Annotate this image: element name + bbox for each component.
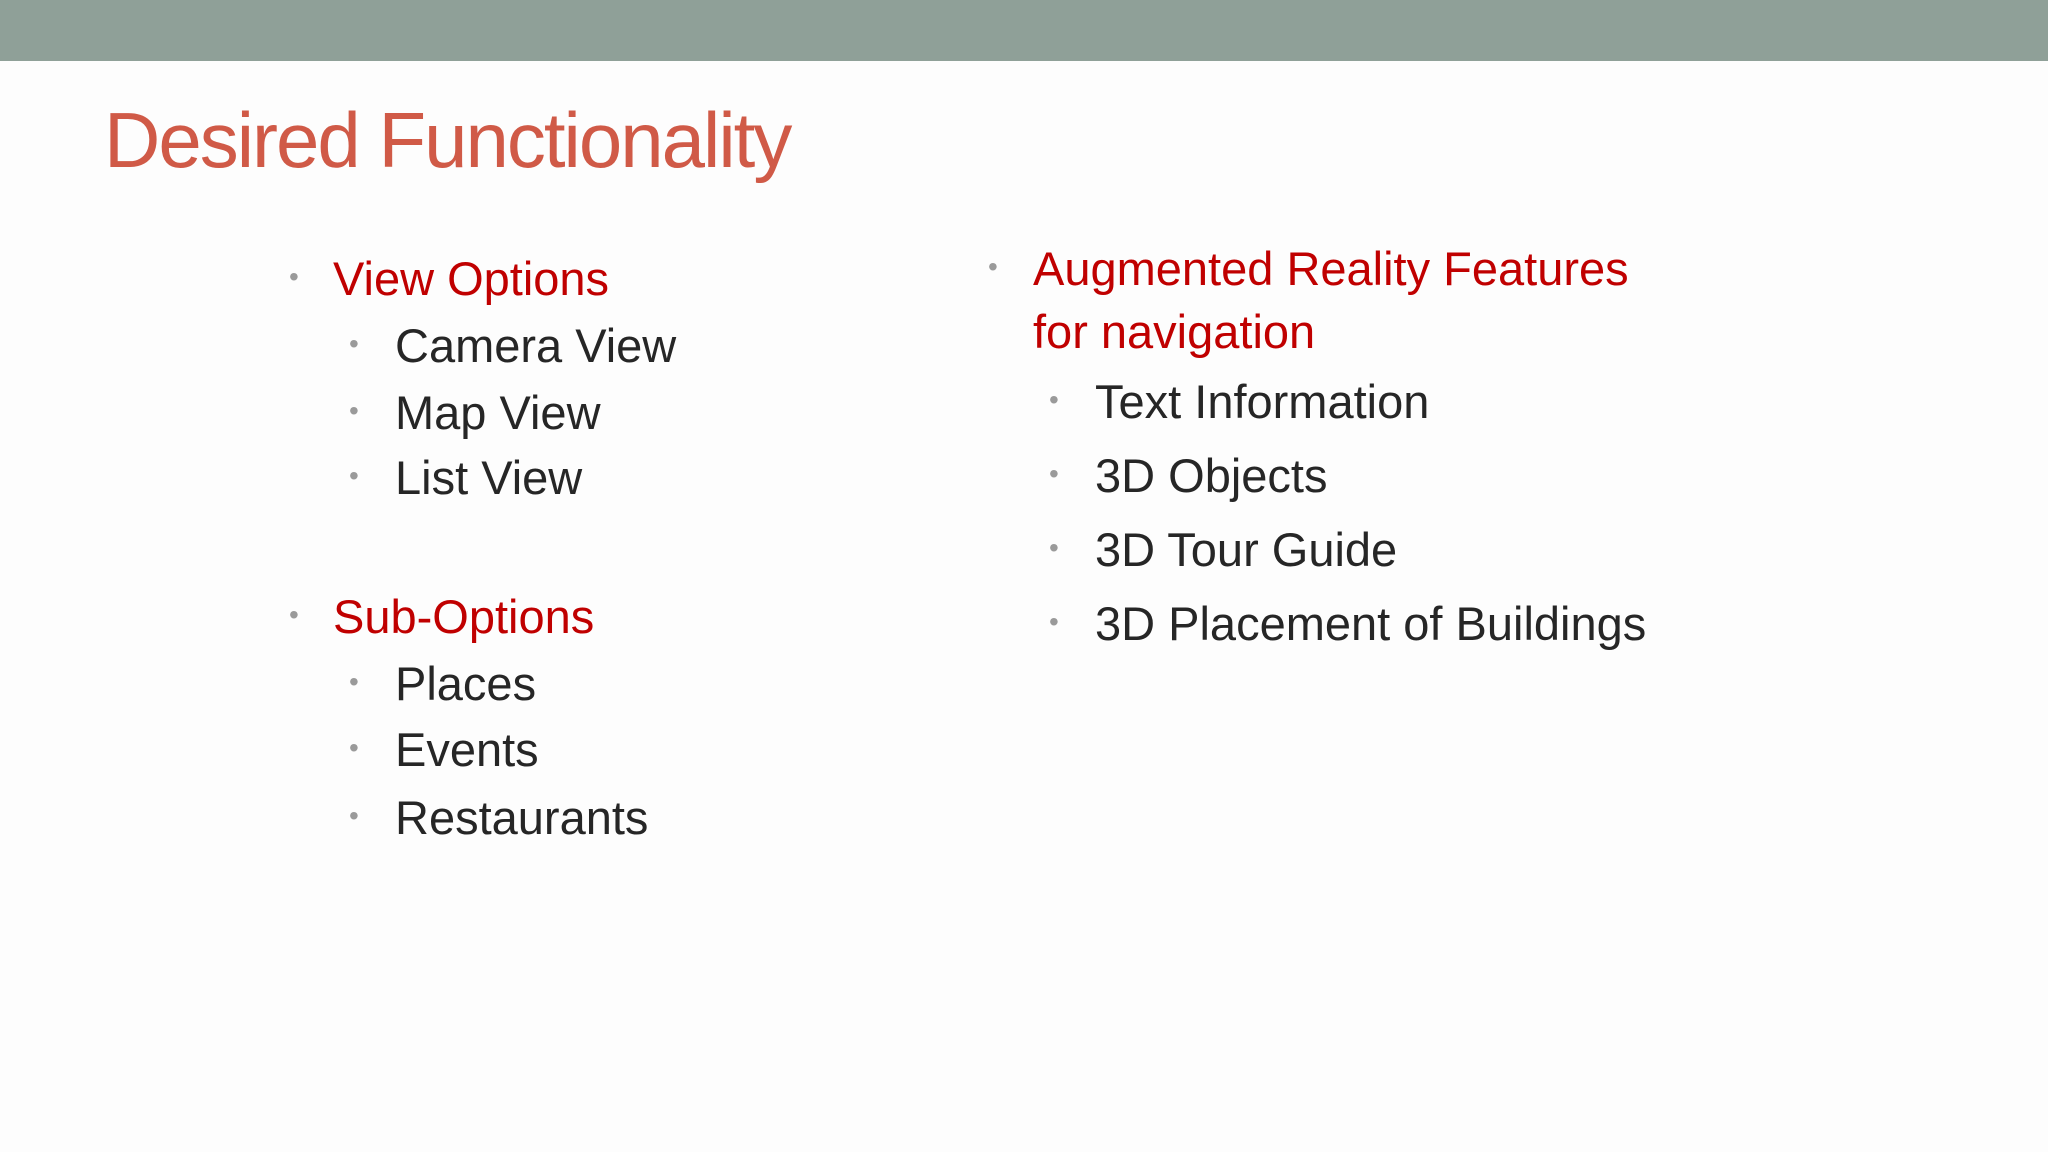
slide-title: Desired Functionality: [104, 96, 791, 184]
sub-bullet-camera-view: [349, 319, 677, 372]
sub-bullet-text: 3D Tour Guide: [1095, 523, 1398, 576]
bullet-heading-line1: Augmented Reality Features: [1033, 242, 1629, 295]
sub-bullet-list-view: [349, 451, 583, 504]
sub-bullet-text: 3D Placement of Buildings: [1095, 597, 1647, 650]
sub-bullet-text: Camera View: [395, 319, 677, 372]
sub-bullet-map-view: [349, 386, 601, 439]
bullet-ar-features: [988, 242, 1629, 295]
bullet-dot-icon: •: [349, 328, 359, 359]
sub-bullet-events: [349, 723, 539, 776]
sub-bullet-3d-placement: [1049, 597, 1647, 650]
bullet-heading: Sub-Options: [333, 590, 595, 643]
bullet-dot-icon: •: [349, 395, 359, 426]
bullet-dot-icon: •: [988, 251, 998, 282]
bullet-dot-icon: •: [1049, 606, 1059, 637]
sub-bullet-text: Restaurants: [395, 791, 649, 844]
sub-bullet-places: [349, 657, 537, 710]
sub-bullet-text: List View: [395, 451, 583, 504]
bullet-dot-icon: •: [349, 732, 359, 763]
sub-bullet-text: Map View: [395, 386, 601, 439]
bullet-ar-features-continued: [1033, 305, 1316, 358]
sub-bullet-3d-objects: [1049, 449, 1328, 502]
bullet-dot-icon: •: [1049, 458, 1059, 489]
sub-bullet-text-information: [1049, 375, 1430, 428]
bullet-dot-icon: •: [349, 666, 359, 697]
sub-bullet-text: Events: [395, 723, 539, 776]
bullet-dot-icon: •: [1049, 532, 1059, 563]
bullet-heading-line2: for navigation: [1033, 305, 1316, 358]
top-accent-bar: [0, 0, 2048, 61]
sub-bullet-text: Text Information: [1095, 375, 1430, 428]
bullet-dot-icon: •: [289, 261, 299, 292]
sub-bullet-text: 3D Objects: [1095, 449, 1328, 502]
bullet-view-options: [289, 252, 610, 305]
sub-bullet-text: Places: [395, 657, 537, 710]
bullet-sub-options: [289, 590, 595, 643]
sub-bullet-restaurants: [349, 791, 649, 844]
bullet-dot-icon: •: [289, 599, 299, 630]
bullet-dot-icon: •: [1049, 384, 1059, 415]
bullet-dot-icon: •: [349, 460, 359, 491]
sub-bullet-3d-tour-guide: [1049, 523, 1398, 576]
bullet-dot-icon: •: [349, 800, 359, 831]
bullet-heading: View Options: [333, 252, 610, 305]
